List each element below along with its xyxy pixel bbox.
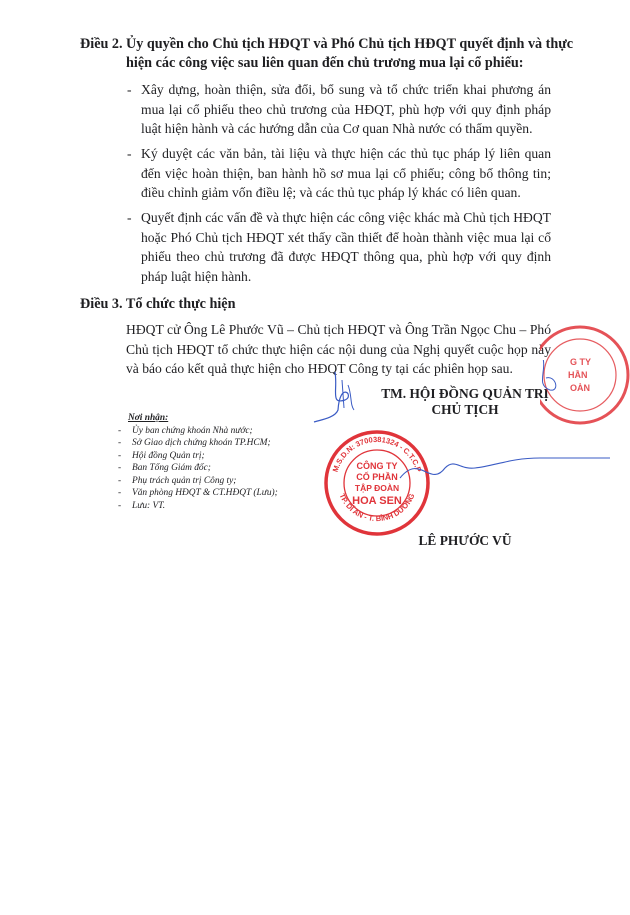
article-2-heading-prefix: Điều 2. (80, 36, 123, 52)
signature-image (310, 360, 630, 480)
stamp-ring-top: M.S.D.N: 3700381324 - C.T.C.P (330, 434, 424, 474)
svg-text:HẦN: HẦN (568, 370, 588, 380)
signature-title: CHỦ TỊCH (431, 402, 499, 417)
svg-text:OÀN: OÀN (570, 383, 590, 393)
stamp-line-1: CÔNG TY (356, 461, 398, 471)
article-2-heading-line1: Ủy quyền cho Chủ tịch HĐQT và Phó Chủ tịch HĐQT quyết định và thực (126, 36, 574, 52)
bullet-dash: - (127, 146, 132, 161)
recipient-item: - Ban Tổng Giám đốc; (116, 462, 278, 475)
bullet-dash: - (127, 210, 132, 225)
bullet-text: Ký duyệt các văn bản, tài liệu và thực hiện các thủ tục pháp lý liên quan đến việc hoàn thiện, ban hành hồ sơ mua lại cổ phiếu; công bố thông tin; điều chỉnh giảm vốn điều lệ; và các thủ tục pháp lý khác có liên quan. (141, 146, 551, 200)
recipient-item: - Hội đồng Quản trị; (116, 450, 278, 463)
bullet-text: Quyết định các vấn đề và thực hiện các công việc khác mà Chủ tịch HĐQT hoặc Phó Chủ tịch HĐQT xét thấy cần thiết để hoàn thành việc mua lại cổ phiếu theo chủ trương đã được HĐQT thông qua, phù hợp với quy định pháp luật hiện hành. (141, 210, 551, 284)
stamp-line-4: HOA SEN (352, 495, 402, 507)
article-2-bullet-1 (127, 80, 551, 139)
recipient-item: - Văn phòng HĐQT & CT.HĐQT (Lưu); (116, 487, 278, 500)
svg-text:G TY: G TY (570, 357, 592, 367)
article-2-bullet-2 (127, 144, 551, 203)
article-2-bullet-3 (127, 208, 551, 286)
bullet-text: Xây dựng, hoàn thiện, sửa đổi, bổ sung và tổ chức triển khai phương án mua lại cổ phiếu theo chủ trương của HĐQT, phù hợp với quy định pháp luật hiện hành và các hướng dẫn của Cơ quan Nhà nước có thẩm quyền. (141, 82, 551, 136)
recipient-item: - Ủy ban chứng khoán Nhà nước; (116, 425, 278, 438)
signature-on-behalf: TM. HỘI ĐỒNG QUẢN TRỊ (381, 386, 549, 401)
stamp-line-3: TẬP ĐOÀN (354, 483, 400, 493)
signer-name: LÊ PHƯỚC VŨ (418, 533, 512, 548)
recipients-title: Nơi nhận: (128, 413, 169, 423)
bullet-dash: - (127, 82, 132, 97)
recipient-item: - Phụ trách quản trị Công ty; (116, 475, 278, 488)
article-3-body: HĐQT cử Ông Lê Phước Vũ – Chủ tịch HĐQT và Ông Trần Ngọc Chu – Phó Chủ tịch HĐQT tổ chức thực hiện các nội dung của Nghị quyết cuộc họp này và báo cáo kết quả thực hiện cho HĐQT Công ty tại các phiên họp sau. (126, 322, 551, 376)
stamp-ring-bottom: TP. DĨ AN - T. BÌNH DƯƠNG (337, 491, 417, 524)
stamp-line-2: CỔ PHẦN (356, 472, 398, 482)
recipient-item: - Lưu: VT. (116, 500, 278, 513)
recipients-list (128, 412, 278, 512)
article-2-heading-line2: hiện các công việc sau liên quan đến chủ trương mua lại cổ phiếu: (126, 55, 524, 71)
recipient-item: - Sở Giao dịch chứng khoán TP.HCM; (116, 437, 278, 450)
article-3-heading: Điều 3. Tổ chức thực hiện (80, 296, 236, 312)
